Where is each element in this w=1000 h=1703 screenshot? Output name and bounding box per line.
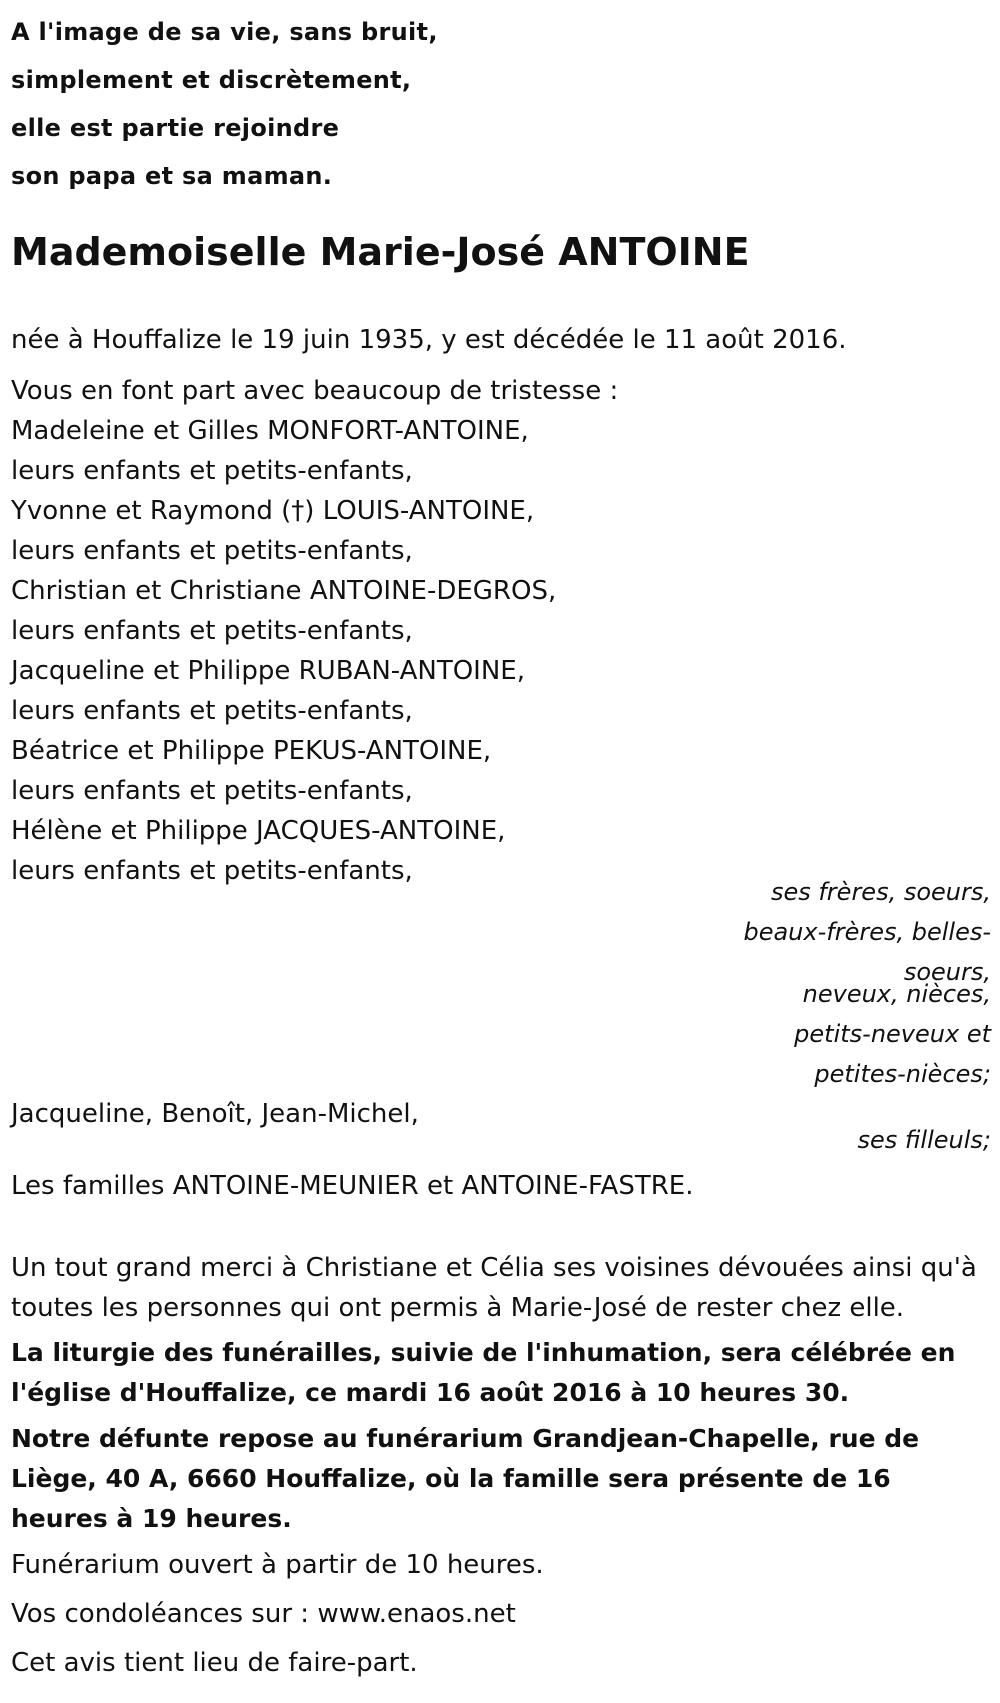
family-member: Béatrice et Philippe PEKUS-ANTOINE,: [11, 736, 492, 766]
birth-death-line: née à Houffalize le 19 juin 1935, y est décédée le 11 août 2016.: [11, 325, 847, 355]
family-member: leurs enfants et petits-enfants,: [11, 776, 413, 806]
family-intro: Vous en font part avec beaucoup de tristesse :: [11, 376, 619, 406]
epitaph-poem: [11, 8, 438, 200]
relation-siblings-line: beaux-frères, belles-: [743, 918, 991, 946]
family-member: Madeleine et Gilles MONFORT-ANTOINE,: [11, 416, 529, 446]
thanks-paragraph: Un tout grand merci à Christiane et Célia ses voisines dévouées ainsi qu'à toutes les personnes qui ont permis à Marie-José de rester chez elle.: [11, 1253, 977, 1323]
relation-nephews-line: neveux, nièces,: [802, 980, 991, 1008]
relation-siblings-line: ses frères, soeurs,: [770, 878, 991, 906]
relation-godchildren: ses filleuls;: [857, 1126, 991, 1154]
family-member: leurs enfants et petits-enfants,: [11, 536, 413, 566]
godchildren-names: Jacqueline, Benoît, Jean-Michel,: [11, 1099, 419, 1129]
relation-siblings-line: soeurs,: [903, 958, 991, 986]
poem-line: elle est partie rejoindre: [11, 114, 340, 142]
ceremony-paragraph: La liturgie des funérailles, suivie de l'inhumation, sera célébrée en l'église d'Houffalize, ce mardi 16 août 2016 à 10 heures 30.: [11, 1338, 956, 1407]
relation-nephews-line: petites-nièces;: [814, 1060, 991, 1088]
relation-nephews-line: petits-neveux et: [794, 1020, 991, 1048]
family-list: [11, 371, 618, 891]
family-member: leurs enfants et petits-enfants,: [11, 616, 413, 646]
poem-line: A l'image de sa vie, sans bruit,: [11, 18, 438, 46]
family-member: leurs enfants et petits-enfants,: [11, 856, 413, 886]
family-member: Christian et Christiane ANTOINE-DEGROS,: [11, 576, 557, 606]
family-member: Hélène et Philippe JACQUES-ANTOINE,: [11, 816, 506, 846]
poem-line: simplement et discrètement,: [11, 66, 412, 94]
family-member: Yvonne et Raymond (†) LOUIS-ANTOINE,: [11, 496, 535, 526]
family-member: Jacqueline et Philippe RUBAN-ANTOINE,: [11, 656, 525, 686]
condolences-line: Vos condoléances sur : www.enaos.net: [11, 1599, 516, 1629]
family-member: leurs enfants et petits-enfants,: [11, 456, 413, 486]
deceased-name: Mademoiselle Marie-José ANTOINE: [11, 230, 750, 274]
notice-line: Cet avis tient lieu de faire-part.: [11, 1648, 418, 1678]
opening-hours: Funérarium ouvert à partir de 10 heures.: [11, 1550, 544, 1580]
families-line: Les familles ANTOINE-MEUNIER et ANTOINE-FASTRE.: [11, 1171, 694, 1201]
family-member: leurs enfants et petits-enfants,: [11, 696, 413, 726]
poem-line: son papa et sa maman.: [11, 162, 333, 190]
funerarium-paragraph: Notre défunte repose au funérarium Grandjean-Chapelle, rue de Liège, 40 A, 6660 Houffalize, où la famille sera présente de 16 heures à 19 heures.: [11, 1424, 920, 1533]
